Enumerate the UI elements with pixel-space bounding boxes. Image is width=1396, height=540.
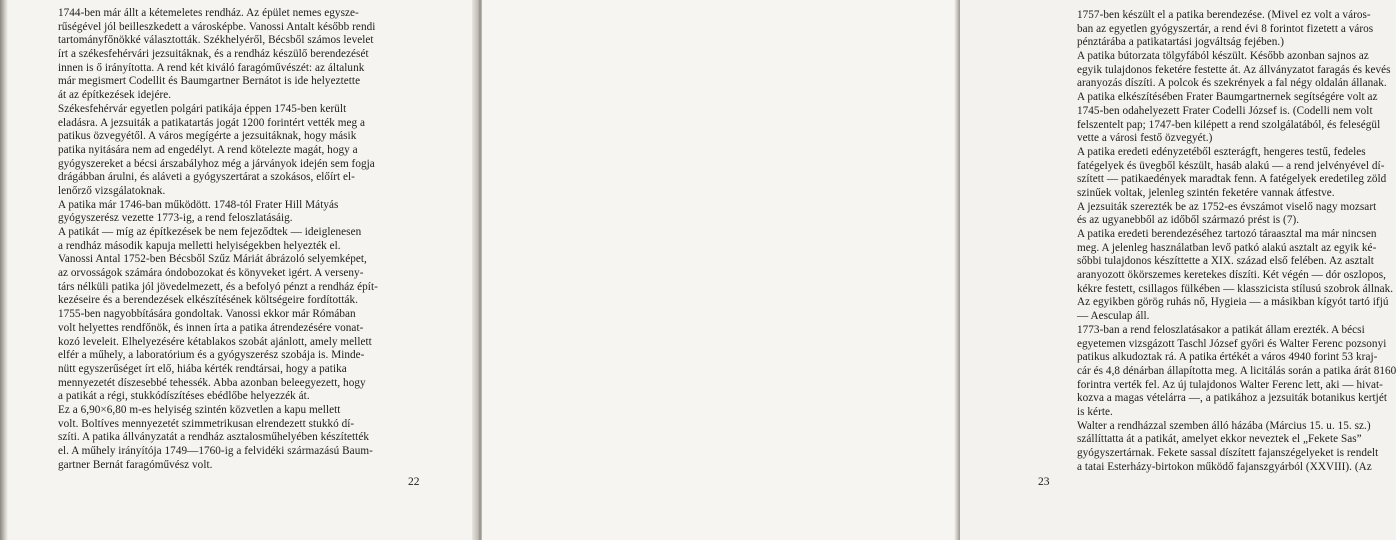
text-line: cár és 4,8 dénárban állapította meg. A licitálás során a patika árát 8160 [1077, 364, 1396, 377]
text-line: A patika eredeti berendezéséhez tartozó táraasztal ma már nincsen [1077, 228, 1377, 240]
text-line: ban az egyetlen gyógyszertár, a rend évi 8 forintot fizetett a város [1077, 22, 1374, 35]
text-line: szíti. A patika állványzatát a rendház asztalosműhelyében készítették [58, 431, 369, 444]
text-line: tartományfőnökké választották. Székhelyéről, Bécsből számos levelet [58, 34, 374, 47]
text-line: Vanossi Antal 1752-ben Bécsből Szűz Máriát ábrázoló selyemképet, [58, 253, 367, 266]
text-line: Az egyikben görög ruhás nő, Hygieia — a másikban kígyót tartó ifjú [1077, 296, 1389, 309]
text-line: kékre festett, csillagos fülkében — klasszicista stílusú szobrok állnak. [1077, 282, 1394, 295]
text-line: gyógyszereket a bécsi árszabályhoz még a járványok idején sem fogja [58, 157, 375, 170]
text-line: Székesfehérvár egyetlen polgári patikája éppen 1745-ben került [58, 102, 347, 115]
text-line: írt a székesfehérvári jezsuitáknak, és a rendház készülő berendezését [58, 48, 369, 61]
text-line: a patikát a régi, stukkódíszítéses ebédlőbe helyezzék át. [58, 390, 310, 403]
text-line: pénztárába a patikatartási jogváltság fejében.) [1077, 36, 1285, 49]
text-line: lenőrző vizsgálatoknak. [58, 184, 166, 197]
text-line: sőbbi tulajdonos készíttette a XIX. század első felében. Az asztalt [1077, 255, 1374, 268]
right-page-edge [954, 0, 960, 540]
text-line: volt helyettes rendfőnök, és innen írta a patika átrendezésére vonat- [58, 321, 364, 334]
text-line: már megismert Codellit és Baumgartner Bernátot is ide helyeztette [58, 75, 361, 88]
text-line: a tatai Esterházy-birtokon működő fajanszgyárból (XXVIII). (Az [1077, 460, 1372, 473]
text-line: 1755-ben nagyobbítására gondoltak. Vanossi ekkor már Rómában [58, 308, 356, 321]
text-line: Walter a rendházzal szemben álló házába (Március 15. u. 15. sz.) [1077, 419, 1371, 432]
text-line: A jezsuiták szerezték be az 1752-es évszámot viselő nagy mozsart [1077, 200, 1377, 213]
text-line: kezéseire és a berendezések elkészítésének költségeire fordították. [58, 294, 358, 307]
text-line: az orvosságok számára óndobozokat és könyveket igért. A verseny- [58, 267, 364, 280]
text-line: egyetemen vizsgázott Taschl József győri és Walter Ferenc pozsonyi [1077, 337, 1387, 350]
text-line: innen is ő irányította. A rend két kiváló faragóművészét: az általunk [58, 61, 365, 74]
page-number-left: 22 [408, 476, 420, 488]
text-line: szinűek voltak, jelenleg szintén feketére vannak átfestve. [1077, 186, 1335, 199]
page-number-right: 23 [1038, 476, 1050, 488]
text-line: A patika eredeti edényzetéből eszterágft, hengeres testű, fedeles [1077, 145, 1366, 158]
text-line: eladásra. A jezsuiták a patikatartás jogát 1200 forintért vették meg a [58, 116, 366, 129]
text-line: — Aesculap áll. [1077, 310, 1150, 323]
text-line: egyik tulajdonos feketére festette át. Az állványzatot faragás és kevés [1077, 63, 1391, 76]
text-line: vette a városi festő özvegyét.) [1077, 132, 1213, 145]
text-line: mennyezetét díszesebbé tehessék. Abba azonban beleegyezett, hogy [58, 376, 366, 389]
text-line: és az ugyanebből az időből származó prést is (7). [1077, 214, 1300, 227]
text-line: át az építkezések idejére. [58, 89, 172, 102]
text-line: kozva a magas vételárra —, a patikához a jezsuiták botanikus kertjét [1077, 392, 1387, 405]
text-line: A patika bútorzata tölgyfából készült. Később azonban sajnos az [1077, 50, 1369, 63]
text-line: 1744-ben már állt a kétemeletes rendház. Az épület nemes egysze- [58, 7, 359, 19]
text-line: aranyozás díszíti. A polcok és szekrények a fal négy oldalán állanak. [1077, 77, 1387, 90]
text-line: volt. Boltíves mennyezetét szimmetrikusan elrendezett stukkó dí- [58, 417, 355, 430]
text-line: a rendház második kapuja melletti helyiségekben helyezték el. [58, 239, 341, 252]
text-line: forintra verték fel. Az új tulajdonos Walter Ferenc lett, aki — hivat- [1077, 378, 1383, 391]
text-line: meg. A jelenleg használatban levő patkó alakú asztalt az egyik ké- [1077, 241, 1377, 254]
text-line: 1757-ben készült el a patika berendezése. (Mivel ez volt a város- [1077, 9, 1371, 21]
text-line: patika nyitására nem ad engedélyt. A rend kötelezte magát, hogy a [58, 143, 358, 156]
text-line: Ez a 6,90×6,80 m-es helyiség szintén közvetlen a kapu mellett [58, 403, 341, 416]
text-line: drágábban árulni, és aláveti a gyógyszertárat a szokásos, előírt el- [58, 171, 355, 184]
text-line: szített — patikaedények maradtak fenn. A fatégelyek eredetileg zöld [1077, 173, 1387, 186]
text-line: patikus alkudoztak rá. A patika értékét a város 4940 forint 53 kraj- [1077, 351, 1378, 364]
text-line: A patikát — míg az építkezések be nem fejeződtek — ideiglenesen [58, 226, 362, 238]
text-line: 1745-ben odahelyezett Frater Codelli József is. (Codelli nem volt [1077, 104, 1373, 117]
text-line: elfér a műhely, a laboratórium és a gyógyszerész szobája is. Minde- [58, 349, 365, 362]
text-line: el. A műhely irányítója 1749—1760-ig a felvidéki származású Baum- [58, 445, 373, 457]
right-page [482, 0, 1396, 540]
text-line: társ nélküli patika jól jövedelmezett, és a befolyó pénzt a rendház épít- [58, 280, 378, 293]
text-line: is kérte. [1077, 405, 1113, 418]
text-line: gartner Bernát faragóművész volt. [58, 458, 213, 471]
left-page [0, 0, 478, 540]
text-line: felszentelt pap; 1747-ben kilépett a rend szolgálatából, és feleségül [1077, 118, 1381, 131]
text-line: nütt egyszerűséget írt elő, hiába kérték rendtársai, hogy a patika [58, 362, 347, 375]
text-line: A patika már 1746-ban működött. 1748-tól Frater Hill Mátyás [58, 198, 339, 211]
text-line: patikus özvegyétől. A város megígérte a jezsuitáknak, hogy másik [58, 130, 357, 143]
text-line: szállíttatta át a patikát, amelyet ekkor neveztek el „Fekete Sas” [1077, 433, 1362, 446]
text-line: A patika elkészítésében Frater Baumgartnernek segítségére volt az [1077, 91, 1378, 104]
text-line: aranyozott ökörszemes keretekes díszíti. Két végén — dór oszlopos, [1077, 269, 1386, 282]
text-line: fatégelyek és üvegből készült, hasáb alakú — a rend jelvényével dí- [1077, 159, 1385, 172]
text-line: gyógyszertárnak. Fekete sassal díszített fajanszégelyeket is rendelt [1077, 447, 1379, 459]
left-page-edge [0, 0, 8, 540]
text-line: rűségével jól beilleszkedett a városképbe. Vanossi Antalt később rendi [58, 20, 376, 33]
left-page-text [58, 7, 378, 472]
text-line: gyógyszerész vezette 1773-ig, a rend feloszlatásáig. [58, 212, 293, 225]
right-page-text [1077, 9, 1396, 474]
text-line: 1773-ban a rend feloszlatásakor a patikát állam erezték. A bécsi [1077, 323, 1365, 336]
text-line: kozó leveleit. Elhelyezésére kétablakos szobát ajánlott, amely mellett [58, 335, 372, 348]
